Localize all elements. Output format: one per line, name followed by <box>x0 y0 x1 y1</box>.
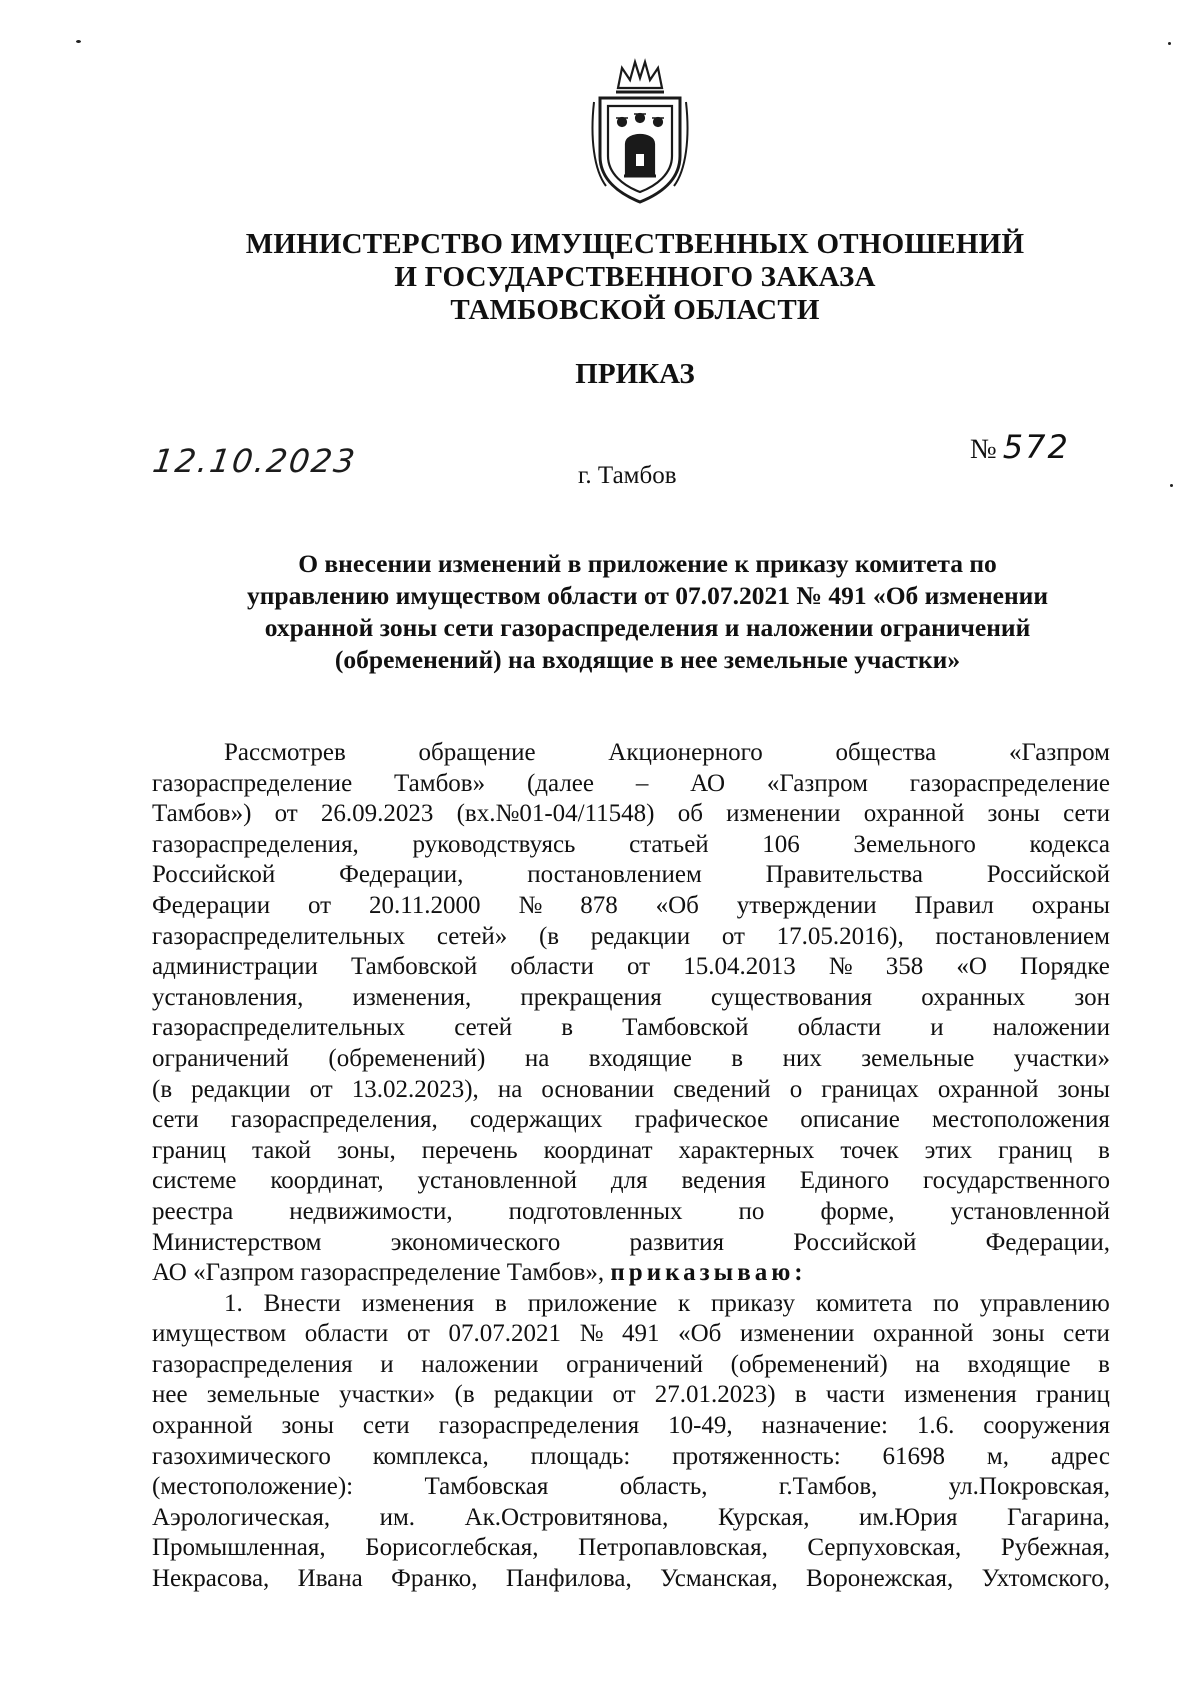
text-line <box>152 1533 1110 1564</box>
word: в <box>731 1044 744 1072</box>
word: АО <box>690 769 726 797</box>
word: о <box>789 1075 803 1103</box>
text-line <box>152 1411 1110 1442</box>
word: «О <box>956 953 987 981</box>
word: Правительства <box>765 861 923 889</box>
word: содержащих <box>469 1106 603 1134</box>
item-1-paragraph <box>152 1289 1110 1595</box>
subject-line: охранной зоны сети газораспределения и наложении ограничений <box>264 613 1031 642</box>
word: сети <box>1063 800 1110 828</box>
word: (обременений) <box>730 1350 888 1378</box>
text-line <box>152 1350 1110 1381</box>
word: обращение <box>418 739 536 766</box>
word: охраны <box>1031 891 1110 919</box>
coat-of-arms-emblem <box>588 58 692 206</box>
word: и <box>380 1350 394 1378</box>
word: «Газпром <box>1008 739 1110 766</box>
word: изменении <box>739 1320 855 1348</box>
word: кодекса <box>1029 830 1110 858</box>
word: в <box>561 1014 574 1042</box>
word: (далее <box>526 769 594 797</box>
word: развития <box>629 1228 724 1256</box>
word: им.Юрия <box>858 1503 958 1531</box>
text-line <box>152 830 1110 861</box>
word: зоны, <box>337 1136 396 1164</box>
word: Ак.Островитянова, <box>464 1503 669 1531</box>
word: в <box>495 1289 507 1317</box>
word: Порядке <box>1020 953 1110 981</box>
text-line <box>152 1013 1110 1044</box>
word: адрес <box>1050 1442 1110 1470</box>
word: от <box>612 1381 636 1409</box>
word: в <box>1098 1136 1110 1164</box>
word: координат, <box>270 1167 384 1195</box>
word: государственного <box>923 1167 1110 1195</box>
word: земельные <box>206 1381 320 1409</box>
word: установленной <box>417 1167 578 1195</box>
word: 13.02.2023), <box>351 1075 479 1103</box>
word: охранной <box>872 1320 974 1348</box>
subject-line: О внесении изменений в приложение к приказу комитета по <box>298 549 997 578</box>
word: существования <box>710 983 873 1011</box>
word: газораспределение <box>909 769 1110 797</box>
word: Рассмотрев <box>224 739 346 766</box>
word: зоны <box>987 800 1040 828</box>
word: наложении <box>421 1350 539 1378</box>
word: «Об <box>678 1320 722 1348</box>
word: Серпуховская, <box>807 1534 962 1562</box>
word: Промышленная, <box>152 1534 326 1562</box>
word: границ <box>1035 1381 1110 1409</box>
word: Тамбовская <box>424 1473 549 1501</box>
word: части <box>825 1381 885 1409</box>
word: графическое <box>634 1106 769 1134</box>
word: форме, <box>820 1197 895 1225</box>
document-type-title: ПРИКАЗ <box>575 358 695 390</box>
word: них <box>782 1044 822 1072</box>
word: «Газпром <box>766 769 868 797</box>
word: охранной <box>152 1412 253 1440</box>
text-line <box>152 1564 1110 1595</box>
text-line <box>152 1503 1110 1534</box>
word: 358 <box>885 953 924 981</box>
word: участки» <box>1013 1044 1110 1072</box>
word: области <box>510 953 594 981</box>
word: руководствуясь <box>412 830 576 858</box>
word: к <box>678 1289 691 1317</box>
ministry-name-line-2: И ГОСУДАРСТВЕННОГО ЗАКАЗА <box>394 261 876 293</box>
text-line <box>152 860 1110 891</box>
text-line <box>152 983 1110 1014</box>
word: Тамбов») <box>152 800 252 828</box>
word: (обременений) <box>328 1044 486 1072</box>
word: 106 <box>762 830 800 858</box>
word: 1. <box>224 1289 243 1317</box>
word: протяженность: <box>672 1442 841 1470</box>
subject-line: управлению имуществом области от 07.07.2021 № 491 «Об изменении <box>246 581 1049 610</box>
word: Правил <box>914 891 994 919</box>
scan-speck <box>1170 484 1173 487</box>
word: от <box>307 891 332 919</box>
word: на <box>497 1075 523 1103</box>
word: Земельного <box>853 830 976 858</box>
ministry-name-line-1: МИНИСТЕРСТВО ИМУЩЕСТВЕННЫХ ОТНОШЕНИЙ <box>245 228 1025 260</box>
word: Рубежная, <box>1000 1534 1110 1562</box>
word: 15.04.2013 <box>683 953 796 981</box>
text-line <box>152 1044 1110 1075</box>
word: приказу <box>711 1289 796 1317</box>
word: точек <box>840 1136 899 1164</box>
word: области <box>304 1320 389 1348</box>
word: основании <box>541 1075 655 1103</box>
text-line <box>152 952 1110 983</box>
word: реестра <box>152 1197 234 1225</box>
word: Франко, <box>391 1565 478 1593</box>
word: Федерации <box>152 891 271 919</box>
word: комитета <box>815 1289 913 1317</box>
text-line <box>152 1319 1110 1350</box>
text-line <box>152 1105 1110 1136</box>
text-line <box>152 1289 1110 1320</box>
word: подготовленных <box>508 1197 683 1225</box>
text-line <box>152 799 1110 830</box>
word: управлению <box>979 1289 1110 1317</box>
word: ограничений <box>566 1350 704 1378</box>
word: установления, <box>152 983 304 1011</box>
word: области <box>797 1014 882 1042</box>
word: сети <box>362 1412 410 1440</box>
word: Тамбовской <box>622 1014 749 1042</box>
word: границах <box>821 1075 919 1103</box>
text-line <box>152 1380 1110 1411</box>
text-line <box>152 1166 1110 1197</box>
order-body <box>152 738 1110 1595</box>
word: Воронежская, <box>806 1565 954 1593</box>
word: область, <box>619 1473 708 1501</box>
number-sign: № <box>970 434 997 465</box>
ministry-name <box>200 228 1070 327</box>
word: зоны <box>992 1320 1045 1348</box>
word: охранных <box>921 983 1026 1011</box>
word: по <box>738 1197 765 1225</box>
word: № <box>828 953 853 981</box>
word: (в <box>152 1075 173 1103</box>
word: Российской <box>793 1228 917 1256</box>
word: прекращения <box>520 983 662 1011</box>
word: на <box>524 1044 550 1072</box>
closing-line <box>152 1258 1110 1289</box>
word: (вх.№01-04/11548) <box>456 800 655 828</box>
word: Российской <box>986 861 1110 889</box>
word: перечень <box>421 1136 518 1164</box>
word: характерных <box>678 1136 815 1164</box>
word: в <box>794 1381 807 1409</box>
word: охранной <box>937 1075 1039 1103</box>
word: сетей» <box>436 922 508 950</box>
word: газораспределительных <box>152 922 406 950</box>
word: газораспределения, <box>230 1106 438 1134</box>
word: 491 <box>622 1320 660 1348</box>
word: по <box>933 1289 960 1317</box>
word: постановлением <box>935 922 1110 950</box>
text-line <box>152 1472 1110 1503</box>
word: недвижимости, <box>289 1197 453 1225</box>
word: Акционерного <box>608 739 763 766</box>
word: входящие <box>967 1350 1071 1378</box>
word: (местоположение): <box>152 1473 354 1501</box>
word: Некрасова, <box>152 1565 270 1593</box>
word: ограничений <box>152 1044 289 1072</box>
word: № <box>518 891 543 919</box>
word: установленной <box>950 1197 1110 1225</box>
word: зоны <box>281 1412 334 1440</box>
word: Ивана <box>297 1565 363 1593</box>
word: сведений <box>673 1075 771 1103</box>
word: 07.07.2021 <box>448 1320 562 1348</box>
word: от <box>627 953 651 981</box>
subject-line: (обременений) на входящие в нее земельные участки» <box>334 645 961 674</box>
word: от <box>309 1075 333 1103</box>
word: и <box>930 1014 944 1042</box>
word: зон <box>1074 983 1110 1011</box>
word: г.Тамбов, <box>778 1473 878 1501</box>
word: наложении <box>992 1014 1110 1042</box>
scan-speck <box>1168 42 1171 45</box>
word: 10-49, <box>668 1412 733 1440</box>
text-line <box>152 1136 1110 1167</box>
word: газораспределительных <box>152 1014 406 1042</box>
word: на <box>915 1350 940 1378</box>
word: 26.09.2023 <box>320 800 434 828</box>
word: об <box>677 800 703 828</box>
word: комплекса, <box>372 1442 489 1470</box>
word: 20.11.2000 <box>368 891 481 919</box>
word: назначение: <box>761 1412 888 1440</box>
word: сети <box>1063 1320 1110 1348</box>
word: Федерации, <box>339 861 464 889</box>
text-line <box>152 1228 1110 1259</box>
scan-speck <box>76 40 81 43</box>
word: № <box>579 1320 604 1348</box>
word: границ <box>998 1136 1073 1164</box>
order-number <box>970 428 1070 466</box>
word: Панфилова, <box>505 1565 632 1593</box>
word: Единого <box>799 1167 890 1195</box>
word: 61698 <box>882 1442 946 1470</box>
word: земельные <box>861 1044 975 1072</box>
word: Ухтомского, <box>981 1565 1110 1593</box>
word: – <box>635 769 649 797</box>
word: участки» <box>339 1381 436 1409</box>
preamble-paragraph <box>152 738 1110 1258</box>
word: Курская, <box>717 1503 810 1531</box>
word: (в <box>538 922 560 950</box>
word: от <box>721 922 745 950</box>
word: системе <box>152 1167 237 1195</box>
word: м, <box>986 1442 1009 1470</box>
word: изменения, <box>352 983 472 1011</box>
word: утверждении <box>736 891 877 919</box>
word: Гагарина, <box>1007 1503 1110 1531</box>
word: Министерством <box>152 1228 322 1256</box>
word: нее <box>152 1381 188 1409</box>
word: сооружения <box>983 1412 1110 1440</box>
word: описание <box>800 1106 900 1134</box>
text-line <box>152 738 1110 769</box>
order-word: приказываю: <box>610 1259 807 1287</box>
word: (в <box>454 1381 475 1409</box>
word: изменения <box>361 1289 475 1317</box>
word: 1.6. <box>916 1412 955 1440</box>
word: Борисоглебская, <box>365 1534 539 1562</box>
word: площадь: <box>530 1442 631 1470</box>
text-line <box>152 1075 1110 1106</box>
word: газораспределение <box>152 769 353 797</box>
word: в <box>1098 1350 1110 1378</box>
word: приложение <box>527 1289 658 1317</box>
word: редакции <box>590 922 691 950</box>
text-line <box>152 1197 1110 1228</box>
text-line <box>152 769 1110 800</box>
order-subject <box>165 548 1130 676</box>
word: общества <box>835 739 937 766</box>
word: координат <box>543 1136 653 1164</box>
word: 17.05.2016), <box>776 922 904 950</box>
word: от <box>406 1320 430 1348</box>
word: статьей <box>629 830 709 858</box>
word: ул.Покровская, <box>948 1473 1110 1501</box>
word: Российской <box>152 861 276 889</box>
word: Усманская, <box>660 1565 778 1593</box>
word: сети <box>152 1106 199 1134</box>
word: редакции <box>191 1075 291 1103</box>
word: имуществом <box>152 1320 287 1348</box>
ministry-name-line-3: ТАМБОВСКОЙ ОБЛАСТИ <box>450 294 820 326</box>
word: входящие <box>588 1044 692 1072</box>
word: Аэрологическая, <box>152 1503 331 1531</box>
word: местоположения <box>932 1106 1110 1134</box>
word: такой <box>251 1136 312 1164</box>
word: Внести <box>263 1289 341 1317</box>
word: 27.01.2023) <box>654 1381 776 1409</box>
word: редакции <box>493 1381 594 1409</box>
word: изменения <box>904 1381 1017 1409</box>
text-line <box>152 922 1110 953</box>
handwritten-date: 12.10.2023 <box>150 442 359 480</box>
word: изменении <box>726 800 841 828</box>
word: сетей <box>454 1014 513 1042</box>
word: этих <box>924 1136 973 1164</box>
word: ведения <box>681 1167 766 1195</box>
city-location: г. Тамбов <box>578 462 677 489</box>
word: Тамбов» <box>394 769 486 797</box>
word: Тамбовской <box>350 953 478 981</box>
word: газораспределения, <box>152 830 359 858</box>
text-line <box>152 891 1110 922</box>
word: газораспределения <box>152 1350 353 1378</box>
word: границ <box>152 1136 226 1164</box>
word: охранной <box>863 800 965 828</box>
word: постановлением <box>527 861 702 889</box>
word: для <box>610 1167 648 1195</box>
closing-text: АО «Газпром газораспределение Тамбов», <box>152 1259 605 1287</box>
handwritten-number: 572 <box>1002 428 1070 466</box>
word: администрации <box>152 953 318 981</box>
word: экономического <box>390 1228 561 1256</box>
word: им. <box>379 1503 416 1531</box>
word: «Об <box>655 891 699 919</box>
word: газохимического <box>152 1442 331 1470</box>
word: зоны <box>1057 1075 1110 1103</box>
word: от <box>274 800 298 828</box>
word: газораспределения <box>438 1412 640 1440</box>
word: Петропавловская, <box>578 1534 768 1562</box>
word: Федерации, <box>985 1228 1110 1256</box>
word: 878 <box>580 891 618 919</box>
text-line <box>152 1442 1110 1473</box>
